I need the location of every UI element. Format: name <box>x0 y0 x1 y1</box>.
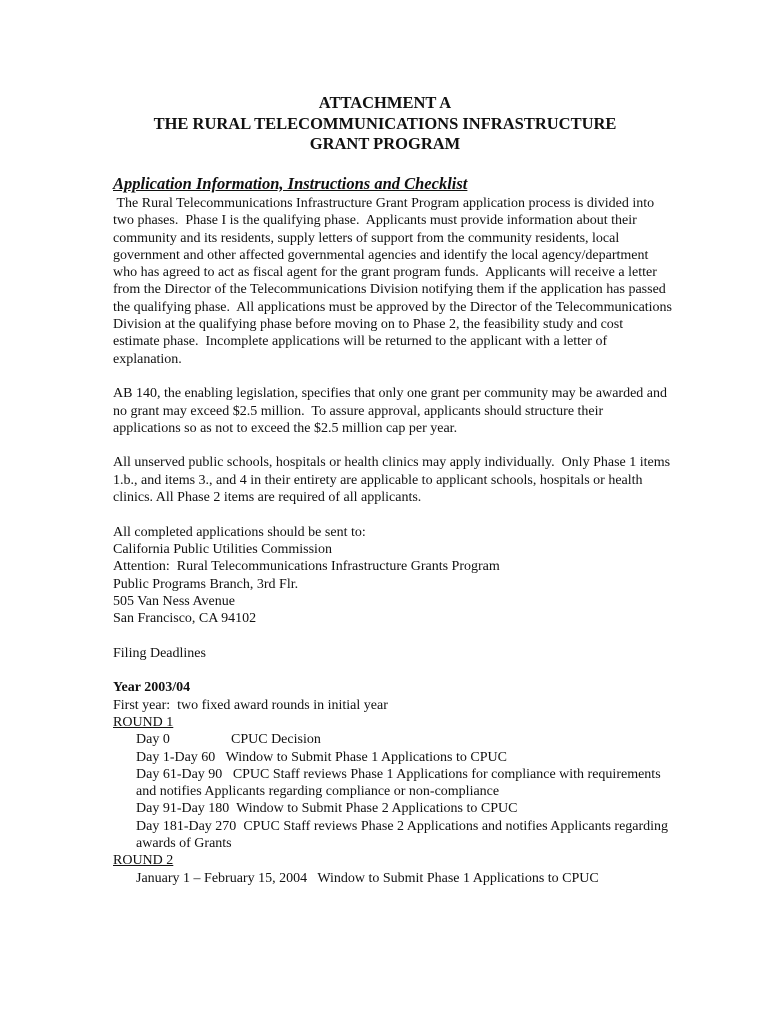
address-intro: All completed applications should be sent to: <box>113 524 366 540</box>
address-street: 505 Van Ness Avenue <box>113 593 235 609</box>
title-line-3: GRANT PROGRAM <box>309 134 461 153</box>
address-city: San Francisco, CA 94102 <box>113 611 257 627</box>
paragraph-ab140: AB 140, the enabling legislation, specifies that only one grant per community may be awarded and no grant may exceed $2.5 million. To assure approval, applicants should structure their applications so as not to exceed the $2.5 million cap per year. <box>113 386 671 436</box>
round1-text: CPUC Staff reviews Phase 1 Applications for compliance with requirements and notifies Applicants regarding compliance or non-compliance <box>136 766 661 800</box>
paragraph-unserved: All unserved public schools, hospitals or health clinics may apply individually. Only Phase 1 items 1.b., and items 3., and 4 in their entirety are applicable to applicant schools, hospitals or health clinics. All Phase 2 items are required of all applicants. <box>113 455 674 506</box>
round2-label: ROUND 2 <box>113 853 174 869</box>
year-label: Year 2003/04 <box>113 680 191 696</box>
round1-item <box>113 766 673 801</box>
paragraph-phases: The Rural Telecommunications Infrastructure Grant Program application process is divided into two phases. Phase I is the qualifying phase. Applicants must provide information about their community and its residents, supply letters of support from the community residents, local government and other affected governmental agencies and identify the local agency/department who has agreed to act as fiscal agent for the grant program funds. Applicants will receive a letter from the Director of the Telecommunications Division notifying them if the application has passed the qualifying phase. All applications must be approved by the Director of the Telecommunications Division at the qualifying phase before moving on to Phase 2, the feasibility study and cost estimate phase. Incomplete applications will be returned to the applicant with a letter of explanation. <box>113 196 676 367</box>
round1-item <box>113 749 673 766</box>
round1-text: Window to Submit Phase 2 Applications to CPUC <box>236 801 518 817</box>
filing-deadlines-label: Filing Deadlines <box>113 645 206 661</box>
round2-text: Window to Submit Phase 1 Applications to CPUC <box>317 870 599 886</box>
title-line-2: THE RURAL TELECOMMUNICATIONS INFRASTRUCTURE <box>153 113 617 133</box>
round2-day: January 1 – February 15, 2004 <box>136 870 308 886</box>
round1-label: ROUND 1 <box>113 714 174 730</box>
address-attention: Attention: Rural Telecommunications Infrastructure Grants Program <box>113 559 500 575</box>
year-summary: First year: two fixed award rounds in initial year <box>113 697 388 713</box>
mailing-address <box>113 524 673 628</box>
round1-text: CPUC Decision <box>231 732 321 748</box>
title-block <box>0 93 770 155</box>
round1-day: Day 181-Day 270 <box>136 818 237 834</box>
round1-item <box>113 818 673 853</box>
title-line-1: ATTACHMENT A <box>318 93 452 112</box>
round2-item <box>113 870 673 887</box>
round1-item <box>113 800 673 817</box>
round1-day: Day 0 <box>136 732 170 748</box>
round1-day: Day 1-Day 60 <box>136 749 216 765</box>
round1-item <box>113 731 673 748</box>
address-branch: Public Programs Branch, 3rd Flr. <box>113 576 299 592</box>
document-body <box>113 174 676 887</box>
round1-day: Day 61-Day 90 <box>136 766 223 782</box>
round1-text: Window to Submit Phase 1 Applications to CPUC <box>225 749 507 765</box>
section-heading: Application Information, Instructions and Checklist <box>113 174 468 193</box>
address-org: California Public Utilities Commission <box>113 541 332 557</box>
round1-day: Day 91-Day 180 <box>136 801 230 817</box>
schedule <box>113 679 673 887</box>
round1-text: CPUC Staff reviews Phase 2 Applications and notifies Applicants regarding awards of Grants <box>136 818 669 851</box>
